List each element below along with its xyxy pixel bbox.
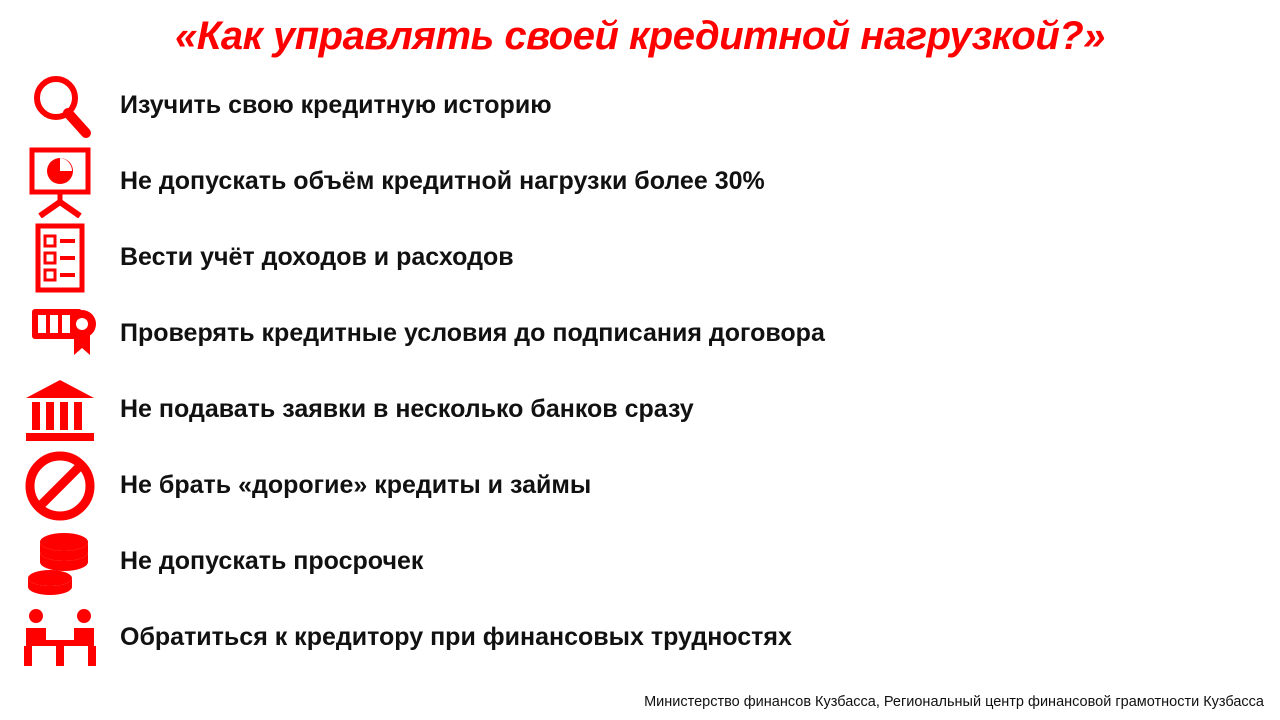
list-item <box>0 68 1280 144</box>
bank-icon <box>0 376 120 444</box>
list-item <box>0 220 1280 296</box>
magnifier-icon <box>0 73 120 139</box>
negotiation-icon <box>0 606 120 670</box>
list-item <box>0 144 1280 220</box>
pie-chart-board-icon <box>0 146 120 218</box>
list-item-label: Проверять кредитные условия до подписания договора <box>120 319 825 348</box>
prohibition-icon <box>0 450 120 522</box>
list-item-label: Обратиться к кредитору при финансовых трудностях <box>120 623 792 652</box>
list-item <box>0 448 1280 524</box>
list-item-label: Вести учёт доходов и расходов <box>120 243 514 272</box>
coins-icon <box>0 526 120 598</box>
list-item <box>0 600 1280 676</box>
footer-credit: Министерство финансов Кузбасса, Региональный центр финансовой грамотности Кузбасса <box>644 694 1264 710</box>
certificate-icon <box>0 301 120 367</box>
list-item <box>0 524 1280 600</box>
list-item-label: Не допускать объём кредитной нагрузки более 30% <box>120 167 765 196</box>
list-item-label: Не брать «дорогие» кредиты и займы <box>120 471 592 500</box>
list-item-label: Не допускать просрочек <box>120 547 424 576</box>
list-item-label: Не подавать заявки в несколько банков сразу <box>120 395 694 424</box>
checklist-icon <box>0 222 120 294</box>
list-item-label: Изучить свою кредитную историю <box>120 91 552 120</box>
page-title: «Как управлять своей кредитной нагрузкой?» <box>175 14 1105 58</box>
list-item <box>0 296 1280 372</box>
list-item <box>0 372 1280 448</box>
bullet-list <box>0 68 1280 676</box>
